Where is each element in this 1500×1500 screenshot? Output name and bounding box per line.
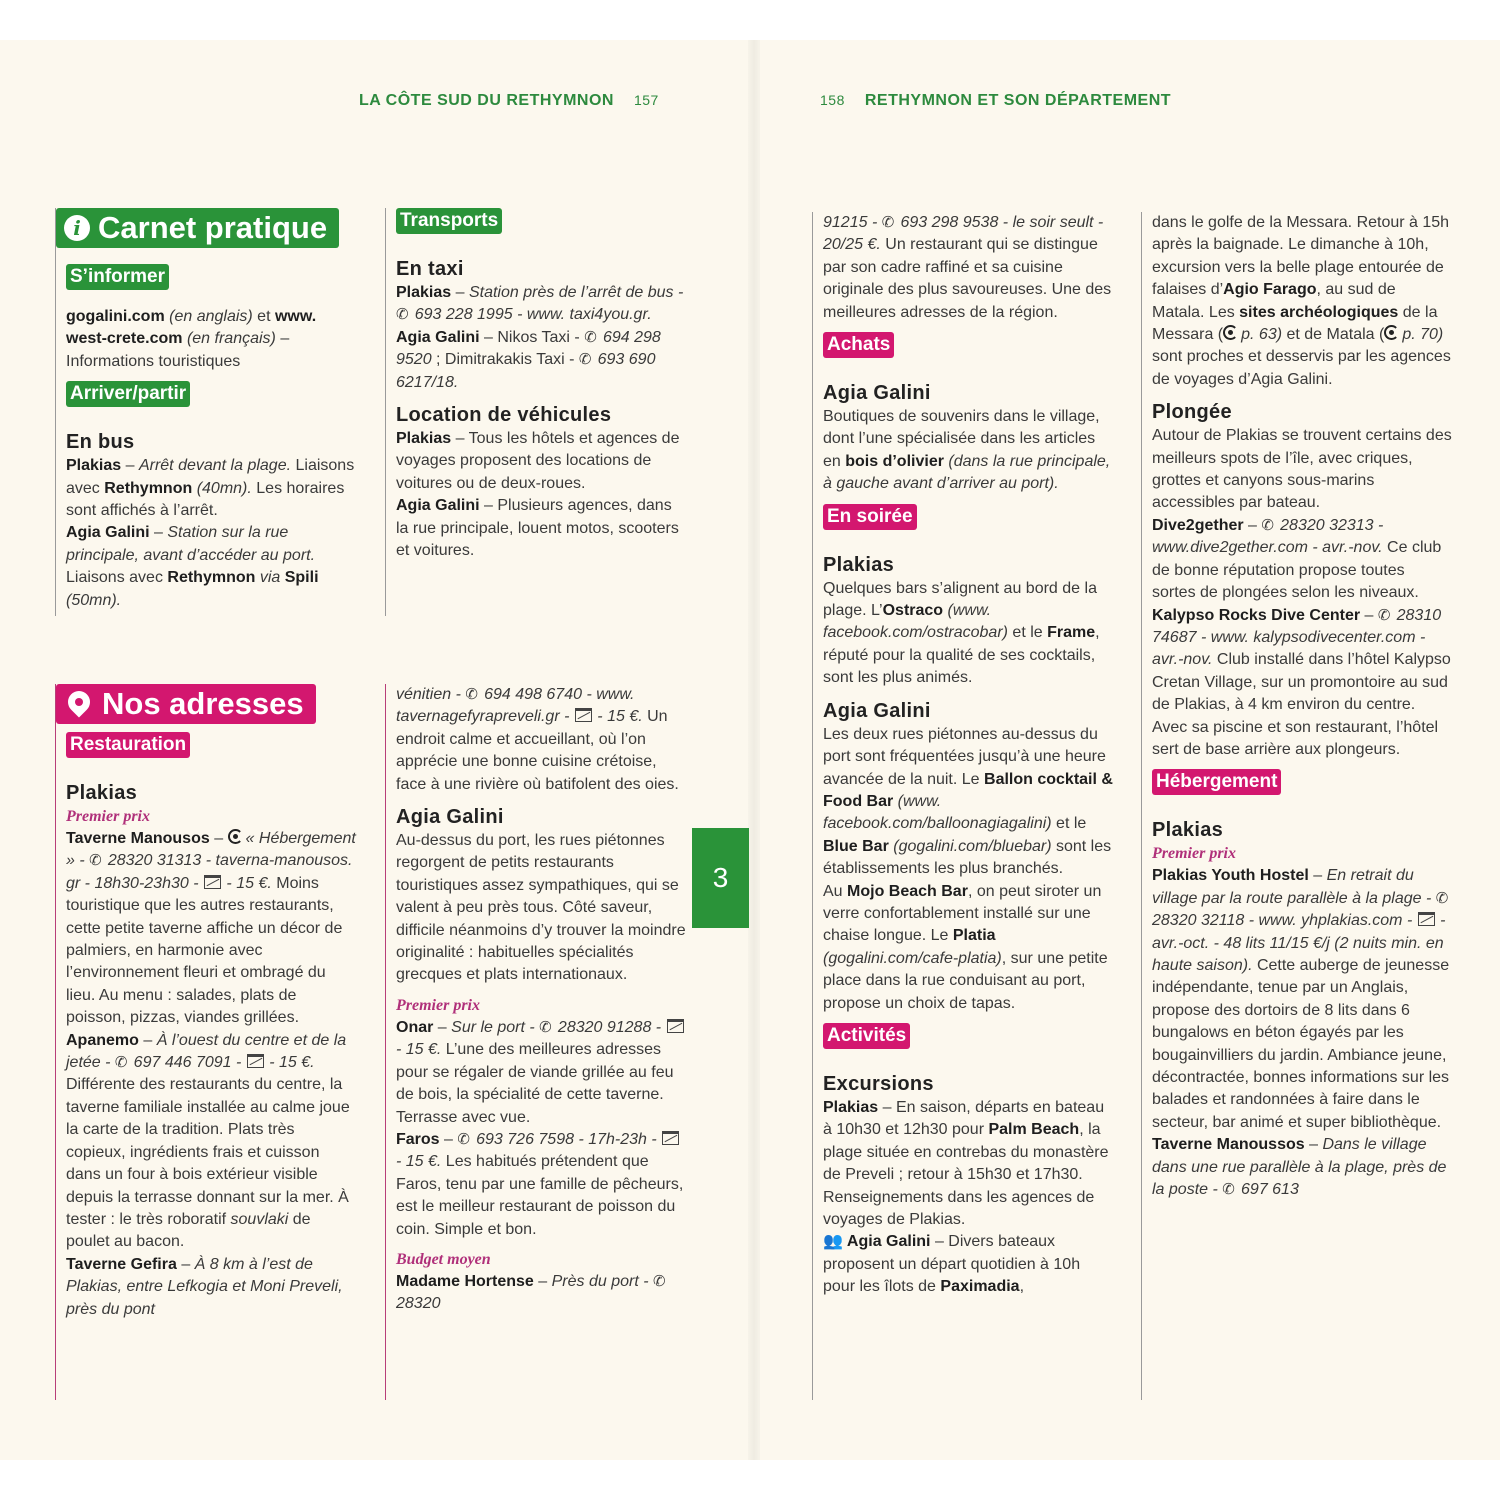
listing-paragraph xyxy=(1152,425,1452,515)
text-run: – Plusieurs agences, dans la rue principale, louent motos, scooters et voitures. xyxy=(396,497,679,560)
spacer xyxy=(396,234,686,256)
spacer xyxy=(1152,761,1452,769)
subsection-tag: En soirée xyxy=(823,504,917,530)
text-run: sont les établissements les plus branchés. xyxy=(823,837,1112,878)
spacer xyxy=(66,248,356,264)
no-credit-card-icon xyxy=(204,875,221,889)
see-reference-icon xyxy=(1223,325,1238,340)
price-tier-label: Premier prix xyxy=(396,996,480,1014)
column-restauration-plakias xyxy=(55,684,356,1400)
phone-icon: ✆ xyxy=(578,351,596,369)
listing-paragraph xyxy=(396,282,686,327)
text-run: , réputé pour la qualité de ses cocktails, sont les plus animés. xyxy=(823,624,1100,687)
text-run: (www. facebook.com/ostracobar) xyxy=(823,602,1008,642)
text-run: 28320 xyxy=(396,1295,441,1313)
bold-name: www. west-crete.com xyxy=(66,308,317,348)
text-run: (en anglais) xyxy=(164,308,253,325)
text-run: 28320 91288 - xyxy=(557,1018,666,1036)
listing-paragraph xyxy=(66,1030,356,1254)
subsection-tag-row xyxy=(396,208,686,234)
section-banner xyxy=(56,208,339,248)
text-run: Au-dessus du port, les rues piétonnes regorgent de petits restaurants touristiques assez sympathiques, qui se valent à peu près tous. Côté saveur, difficile néanmoins d’y trouver la moindre originalité : habituelles spécialités grecques et plats internationaux. xyxy=(396,832,686,984)
text-run: - 15 €. xyxy=(396,1041,442,1059)
bold-name: bois d’olivier xyxy=(845,452,944,470)
phone-icon: ✆ xyxy=(396,306,413,324)
text-run: , xyxy=(1019,1278,1025,1296)
subsection-tag: Activités xyxy=(823,1023,910,1049)
text-run: et de Matala ( xyxy=(1282,326,1385,344)
running-head-left xyxy=(359,92,659,110)
section-banner-title: Nos adresses xyxy=(102,686,304,721)
text-run: Dans le village dans une rue parallèle à la plage, près de la poste - xyxy=(1152,1136,1447,1199)
bold-name: Madame Hortense xyxy=(396,1272,534,1290)
listing-paragraph xyxy=(823,212,1113,324)
subsection-tag-row xyxy=(823,1023,1113,1049)
phone-icon: ✆ xyxy=(465,686,483,703)
text-run: – xyxy=(439,1130,458,1148)
text-run: - 15 €. xyxy=(221,874,272,892)
bold-name: sites archéologiques xyxy=(1239,303,1399,321)
subsection-tag-row xyxy=(66,264,356,290)
text-run: Près du port - xyxy=(551,1272,653,1290)
bold-name: Taverne Gefira xyxy=(66,1255,177,1273)
listing-paragraph xyxy=(66,1254,356,1321)
spacer xyxy=(396,987,686,995)
listing-paragraph xyxy=(396,428,686,495)
subsection-tag-row xyxy=(1152,769,1452,795)
spacer xyxy=(396,394,686,402)
text-run: 693 298 9538 - le soir seult - 20/25 €. xyxy=(823,214,1104,254)
text-run: 693 690 6217/18. xyxy=(396,351,656,391)
see-reference-icon xyxy=(228,829,243,844)
bold-name: Faros xyxy=(396,1130,440,1148)
listing-paragraph xyxy=(1152,865,1452,1134)
text-run: Un endroit calme et accueillant, où l’on apprécie une bonne cuisine crétoise, face à une rivière où batifolent des oies. xyxy=(396,708,679,793)
text-run: – Tous les hôtels et agences de voyages proposent des locations de voitures ou de deux-roues. xyxy=(396,430,680,492)
bold-name: Ostraco xyxy=(882,602,944,620)
text-run: Ce club de bonne réputation propose toutes sortes de plongées selon les niveaux. xyxy=(1152,539,1442,602)
bold-name: Blue Bar xyxy=(823,837,889,855)
chapter-tab xyxy=(692,828,749,928)
text-run: – xyxy=(1308,867,1327,885)
price-tier-label: Premier prix xyxy=(1152,845,1236,863)
spacer xyxy=(823,496,1113,504)
listing-paragraph xyxy=(396,684,686,796)
running-head-right-title: RETHYMNON ET SON DÉPARTEMENT xyxy=(864,92,1172,109)
phone-icon: ✆ xyxy=(1435,889,1449,907)
text-run: – xyxy=(1243,516,1262,534)
no-credit-card-icon xyxy=(575,708,592,722)
text-run: Boutiques de souvenirs dans le village, dont l’une spécialisée dans les articles en xyxy=(823,408,1100,470)
spacer xyxy=(823,1015,1113,1023)
place-heading: Agia Galini xyxy=(396,806,504,829)
place-heading: Plakias xyxy=(66,782,138,804)
spacer xyxy=(1152,391,1452,399)
phone-icon: ✆ xyxy=(1261,516,1279,534)
listing-paragraph xyxy=(396,327,686,394)
text-run: À 8 km à l’est de Plakias, entre Lefkogia et Moni Preveli, près du pont xyxy=(66,1255,343,1318)
phone-icon: ✆ xyxy=(1222,1181,1240,1199)
no-credit-card-icon xyxy=(247,1054,264,1068)
place-heading: Location de véhicules xyxy=(396,404,612,427)
text-run: 697 613 xyxy=(1241,1181,1299,1199)
column-carnet-pratique xyxy=(55,208,356,616)
text-run: Club installé dans l’hôtel Kalypso Cretan Village, sur un promontoire au sud de Plakias, à 4 km environ du centre. Avec sa piscine et son restaurant, l’hôtel sert de base arrière aux plongeurs. xyxy=(1152,651,1451,758)
text-run: vénitien - xyxy=(396,686,466,703)
text-run: 28310 74687 - www. kalypsodivecenter.com - avr.-nov. xyxy=(1152,606,1442,669)
text-run: et le xyxy=(1051,815,1087,833)
bold-name: Agia Galini xyxy=(846,1233,931,1251)
phone-icon: ✆ xyxy=(584,328,601,346)
listing-paragraph xyxy=(66,828,356,1030)
phone-icon: ✆ xyxy=(881,214,899,231)
text-run: À l’ouest du centre et de la jetée - xyxy=(66,1031,347,1072)
phone-icon: ✆ xyxy=(114,1054,132,1072)
column-achats-soiree-activites xyxy=(812,212,1113,1400)
subsection-tag: Transports xyxy=(396,208,502,234)
text-run: – Informations touristiques xyxy=(66,330,290,370)
text-run: – xyxy=(138,1031,157,1049)
text-run: 28320 32118 - www. yhplakias.com - xyxy=(1152,912,1417,930)
subsection-tag: Achats xyxy=(823,332,894,358)
spacer xyxy=(823,324,1113,332)
listing-paragraph xyxy=(1152,1134,1452,1201)
listing-paragraph xyxy=(1152,212,1452,391)
text-run: de la Messara ( xyxy=(1152,303,1438,344)
text-run: via xyxy=(255,569,285,587)
bold-name: Rethymnon xyxy=(167,569,256,587)
section-banner xyxy=(56,684,316,724)
text-run: Différente des restaurants du centre, la taverne familiale installée au calme joue la carte de la tradition. Plats très copieux, ingrédients frais et cuisson dans un four à bois extérieur visible depuis la terrasse donnant sur la mer. À tester : le très roboratif xyxy=(66,1076,350,1228)
text-run: Quelques bars s’alignent au bord de la plage. L’ xyxy=(823,579,1097,620)
text-run: « Hébergement » - xyxy=(66,830,356,870)
listing-paragraph xyxy=(66,522,356,612)
bold-name: Plakias Youth Hostel xyxy=(1152,867,1309,885)
spacer xyxy=(66,758,356,780)
text-run: – Nikos Taxi - xyxy=(479,328,585,346)
text-run: (en français) xyxy=(182,330,276,348)
spacer xyxy=(823,690,1113,698)
text-run: Les horaires sont affichés à l’arrêt. xyxy=(66,479,345,520)
book-gutter xyxy=(748,40,760,1460)
phone-icon: ✆ xyxy=(1377,606,1395,624)
text-run: – xyxy=(533,1272,552,1290)
text-run: 693 726 7598 - 17h-23h - xyxy=(476,1130,662,1148)
text-run: – xyxy=(451,284,469,301)
text-run: Au xyxy=(823,882,848,900)
bold-name: gogalini.com xyxy=(66,308,165,325)
listing-paragraph xyxy=(396,1017,686,1129)
text-run: Autour de Plakias se trouvent certains des meilleurs spots de l’île, avec criques, grottes et canyons sous-marins accessibles par bateau. xyxy=(1152,427,1452,512)
text-run: – Divers bateaux proposent un départ quotidien à 10h pour les îlots de xyxy=(823,1233,1081,1296)
text-run: sont proches et desservis par les agences de voyages d’Agia Galini. xyxy=(1152,348,1451,388)
phone-icon: ✆ xyxy=(653,1272,666,1290)
bold-name: Agia Galini xyxy=(66,524,150,542)
text-run: 693 228 1995 - www. taxi4you.gr. xyxy=(414,306,652,324)
text-run: En retrait du village par la route parallèle à la plage - xyxy=(1152,867,1436,907)
info-icon: i xyxy=(64,215,90,241)
listing-paragraph xyxy=(823,578,1113,690)
bold-name: Ballon cocktail & Food Bar xyxy=(823,770,1113,810)
bold-name: Plakias xyxy=(396,284,452,301)
text-run: Station sur la rue principale, avant d’accéder au port. xyxy=(66,524,316,564)
phone-icon: ✆ xyxy=(457,1130,475,1148)
phone-icon: ✆ xyxy=(89,852,106,870)
subsection-tag: S’informer xyxy=(66,264,169,290)
section-banner-title: Carnet pratique xyxy=(98,210,328,245)
no-credit-card-icon xyxy=(1418,912,1435,926)
text-run: (www. facebook.com/balloonagiagalini) xyxy=(823,792,1052,833)
bold-name: Plakias xyxy=(396,430,452,448)
text-run: Sur le port - xyxy=(451,1018,540,1036)
text-run: – xyxy=(209,830,228,847)
listing-paragraph xyxy=(823,1097,1113,1231)
text-run: Liaisons avec xyxy=(66,569,168,587)
listing-paragraph xyxy=(66,455,356,522)
text-run: 694 498 6740 - www. tavernagefyrapreveli.gr - xyxy=(396,686,635,726)
chapter-number: 3 xyxy=(712,862,729,893)
bold-name: Spili xyxy=(284,569,319,587)
text-run: Cette auberge de jeunesse indépendante, tenue par un Anglais, propose des dortoirs de 8 lits dans 6 bungalows en béton égayés par les bougainvilliers du jardin. Ambiance jeune, décontractée, bonnes informations sur les balades et randonnées à faire dans le secteur, bar animé et super bibliothèque. xyxy=(1152,956,1450,1131)
listing-paragraph xyxy=(1152,605,1452,762)
column-plongee-hebergement xyxy=(1141,212,1452,1400)
spacer xyxy=(823,530,1113,552)
text-run: 91215 - xyxy=(823,214,882,231)
bold-name: Agio Farago xyxy=(1223,281,1317,299)
listing-paragraph xyxy=(823,406,1113,496)
bold-name: Agia Galini xyxy=(396,497,480,515)
text-run: 28320 31313 - taverna-manousos. gr - 18h30-23h30 - xyxy=(66,852,353,892)
text-run: – xyxy=(121,457,139,475)
bold-name: Taverne Manoussos xyxy=(1152,1136,1305,1154)
text-run: Un restaurant qui se distingue par son cadre raffiné et sa cuisine originale des plus savoureuses. Une des meilleures adresses de la région. xyxy=(823,236,1112,321)
text-run: (50mn). xyxy=(66,591,122,609)
listing-paragraph xyxy=(396,495,686,562)
text-run: 697 446 7091 - xyxy=(133,1054,246,1072)
spacer xyxy=(66,373,356,381)
text-run: , sur une petite place dans la rue conduisant au port, propose un choix de tapas. xyxy=(823,949,1108,1012)
text-run: (dans la rue principale, à gauche avant d’arriver au port). xyxy=(823,452,1111,493)
text-run: de poulet au bacon. xyxy=(66,1210,311,1251)
text-run: , au sud de Matala. Les xyxy=(1152,281,1396,321)
spacer xyxy=(1152,795,1452,817)
text-run: (gogalini.com/cafe-platia) xyxy=(823,949,1002,967)
bold-name: Plakias xyxy=(823,1098,879,1116)
subsection-tag-row xyxy=(823,332,1113,358)
text-run: p. 63) xyxy=(1241,326,1283,344)
text-run: - 15 €. xyxy=(396,1153,442,1171)
text-run: souvlaki xyxy=(230,1210,289,1228)
text-run: - 15 €. xyxy=(264,1054,315,1072)
listing-paragraph xyxy=(823,724,1113,881)
text-run: – xyxy=(176,1255,195,1273)
spacer xyxy=(823,358,1113,380)
listing-paragraph xyxy=(396,1271,686,1316)
text-run: (40mn). xyxy=(192,479,252,497)
text-run: – En saison, départs en bateau à 10h30 et 12h30 pour xyxy=(823,1098,1105,1139)
bold-name: Apanemo xyxy=(66,1031,139,1049)
text-run: Les deux rues piétonnes au-dessus du port sont fréquentées jusqu’à une heure avancée de la nuit. Le xyxy=(823,725,1106,788)
listing-paragraph xyxy=(396,830,686,987)
text-run: Arrêt devant la plage. xyxy=(138,457,292,475)
listing-paragraph xyxy=(1152,515,1452,605)
text-run: 28320 32313 - www.dive2gether.com - avr.-nov. xyxy=(1152,516,1384,557)
map-pin-icon xyxy=(63,686,94,717)
bold-name: Platia xyxy=(952,927,996,945)
bold-name: Paximadia xyxy=(940,1278,1020,1296)
column-transports xyxy=(385,208,686,616)
place-heading: Excursions xyxy=(823,1072,934,1095)
bold-name: Dive2gether xyxy=(1152,516,1244,534)
place-heading: Plakias xyxy=(823,553,895,576)
listing-paragraph xyxy=(823,881,1113,1015)
text-run: Liaisons avec xyxy=(66,457,355,497)
text-run: – xyxy=(1304,1136,1323,1154)
text-run: – xyxy=(1360,606,1378,624)
spacer xyxy=(396,1241,686,1249)
text-run: p. 70) xyxy=(1402,326,1444,344)
bold-name: Palm Beach xyxy=(988,1121,1080,1139)
price-tier-label: Budget moyen xyxy=(396,1250,491,1268)
bold-name: Onar xyxy=(396,1018,434,1036)
text-run: dans le golfe de la Messara. Retour à 15h après la baignade. Le dimanche à 10h, excursion vers la belle plage entourée de falaises d’ xyxy=(1152,214,1450,299)
phone-icon: ✆ xyxy=(539,1018,556,1036)
bold-name: Kalypso Rocks Dive Center xyxy=(1152,606,1361,624)
bold-name: Rethymnon xyxy=(104,479,193,497)
text-run: Station près de l’arrêt de bus - xyxy=(468,284,684,301)
column-restauration-agia-galini xyxy=(385,684,686,1400)
place-heading: Agia Galini xyxy=(823,382,931,405)
running-head-right xyxy=(820,92,1171,110)
running-head-left-title: LA CÔTE SUD DU RETHYMNON xyxy=(359,92,614,109)
bold-name: Mojo Beach Bar xyxy=(847,882,968,900)
subsection-tag: Arriver/partir xyxy=(66,381,190,407)
spacer xyxy=(66,407,356,429)
spacer xyxy=(396,796,686,804)
place-heading: Plongée xyxy=(1152,401,1232,424)
page-number-left: 157 xyxy=(633,92,659,108)
book-spread xyxy=(0,40,1500,1460)
spacer xyxy=(823,1049,1113,1071)
text-run: (gogalini.com/bluebar) xyxy=(888,837,1052,855)
listing-paragraph xyxy=(66,306,356,373)
text-run: 694 298 9520 xyxy=(396,328,661,369)
subsection-tag-row xyxy=(823,504,1113,530)
spacer xyxy=(66,290,356,306)
bold-name: Plakias xyxy=(66,457,122,475)
price-tier-label: Premier prix xyxy=(66,808,150,825)
page-number-right: 158 xyxy=(820,92,845,108)
text-run: - avr.-oct. - 48 lits 11/15 €/j (2 nuits min. en haute saison). xyxy=(1152,912,1446,974)
listing-paragraph xyxy=(823,1231,1113,1298)
place-heading: En taxi xyxy=(396,258,464,280)
text-run: Les habitués prétendent que Faros, tenu par une famille de pêcheurs, est le meilleur restaurant de poisson du coin. Simple et bon. xyxy=(396,1153,684,1238)
bold-name: Frame xyxy=(1047,624,1096,642)
spacer xyxy=(66,724,356,732)
subsection-tag: Hébergement xyxy=(1152,769,1281,795)
see-reference-icon xyxy=(1384,325,1399,340)
text-run: , la plage située en contrebas du monastère de Preveli ; retour à 15h30 et 17h30. Renseignements dans les agences de voyages de Plakias. xyxy=(823,1121,1109,1228)
text-run: Moins touristique que les autres restaurants, cette petite taverne affiche un décor de palmiers, en harmonie avec l’environnement fleuri et ombragé du lieu. Au menu : salades, plats de poisson, pizzas, viandes grillées. xyxy=(66,874,343,1027)
subsection-tag-row xyxy=(66,381,356,407)
text-run: et xyxy=(252,308,275,325)
text-run: L’une des meilleures adresses pour se régaler de viande grillée au feu de bois, la spécialité de cette taverne. Terrasse avec vue. xyxy=(396,1041,674,1126)
subsection-tag: Restauration xyxy=(66,732,190,758)
text-run: ; Dimitrakakis Taxi - xyxy=(431,351,579,369)
text-run: – xyxy=(149,524,168,542)
place-heading: En bus xyxy=(66,431,135,454)
no-credit-card-icon xyxy=(667,1019,684,1033)
text-run: et le xyxy=(1007,624,1048,642)
bold-name: Taverne Manousos xyxy=(66,830,210,847)
listing-paragraph xyxy=(396,1129,686,1241)
text-run: , on peut siroter un verre confortablement installé sur une chaise longue. Le xyxy=(823,882,1102,945)
text-run: - 15 €. xyxy=(592,708,643,726)
family-friendly-icon: 👥 xyxy=(823,1233,843,1251)
no-credit-card-icon xyxy=(662,1131,679,1145)
subsection-tag-row xyxy=(66,732,356,758)
place-heading: Agia Galini xyxy=(823,699,931,722)
text-run: – xyxy=(433,1018,452,1036)
place-heading: Plakias xyxy=(1152,819,1224,842)
bold-name: Agia Galini xyxy=(396,328,480,346)
